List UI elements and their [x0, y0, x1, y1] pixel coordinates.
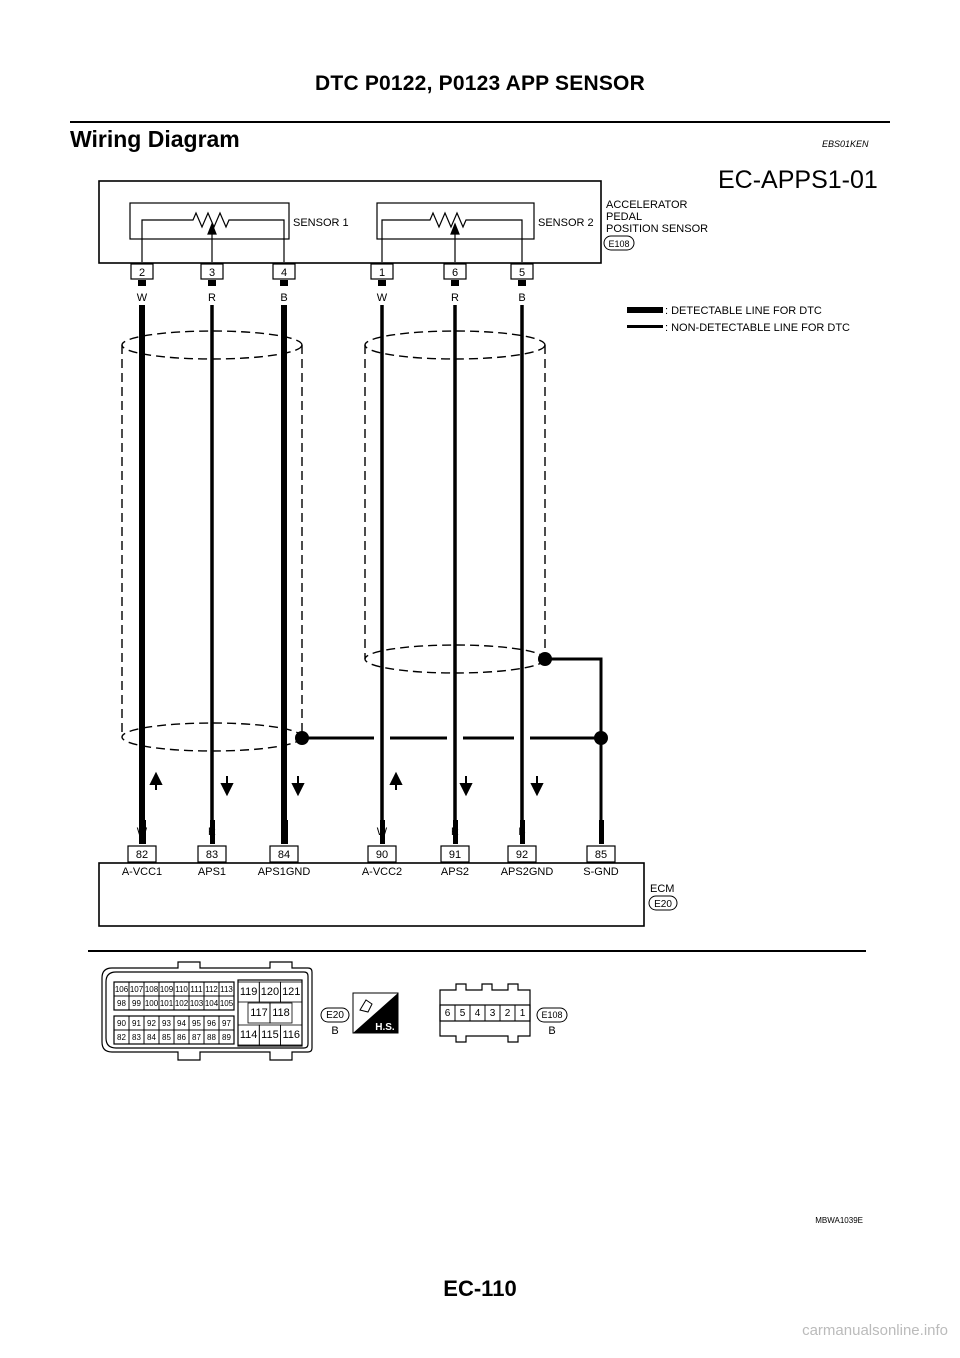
ecm-pin-4: 90 — [375, 849, 389, 861]
ecm-cavity-94: 94 — [177, 1019, 186, 1028]
component-name-line3: POSITION SENSOR — [606, 223, 709, 235]
ecm-cavity-118: 118 — [272, 1007, 290, 1019]
harness-side-icon — [353, 993, 398, 1033]
ecm-cavity-87: 87 — [192, 1033, 201, 1042]
ecm-cavity-91: 91 — [132, 1019, 141, 1028]
ecm-cavity-92: 92 — [147, 1019, 156, 1028]
ecm-cavity-117: 117 — [250, 1007, 268, 1019]
ecm-cavity-119: 119 — [239, 986, 258, 998]
ecm-terminal-7: S-GND — [583, 866, 619, 878]
ecm-cavity-103: 103 — [189, 999, 204, 1008]
sensor-cavity-3: 3 — [489, 1008, 496, 1019]
legend-nondetectable-swatch — [627, 325, 663, 328]
ecm-pin-6: 92 — [515, 849, 529, 861]
sensor-pin-3: 4 — [280, 267, 288, 279]
ecm-cavity-107: 107 — [129, 985, 144, 994]
ecm-pin-2: 83 — [205, 849, 219, 861]
component-name-line1: ACCELERATOR — [606, 199, 688, 211]
sensor2-label: SENSOR 2 — [538, 217, 594, 229]
top-wire-color-2: R — [208, 292, 216, 304]
ecm-cavity-90: 90 — [117, 1019, 126, 1028]
ecm-pin-5: 91 — [448, 849, 462, 861]
ecm-cavity-89: 89 — [222, 1033, 231, 1042]
sensor-cavity-2: 2 — [504, 1008, 511, 1019]
sensor-view-label: E108 — [541, 1010, 563, 1020]
sensor-cavity-5: 5 — [459, 1008, 466, 1019]
wires — [142, 305, 522, 820]
svg-text:H.S.: H.S. — [375, 1022, 395, 1033]
bottom-wire-color-3: B — [280, 826, 288, 838]
ecm-view-color: B — [331, 1025, 339, 1037]
ecm-cavity-106: 106 — [114, 985, 129, 994]
ecm-terminal-6: APS2GND — [500, 866, 554, 878]
ecm-connector-cells — [114, 982, 302, 1045]
ecm-cavity-115: 115 — [261, 1029, 279, 1041]
ecm-cavity-111: 111 — [190, 985, 203, 994]
sensor1-potentiometer — [142, 213, 284, 262]
ecm-cavity-108: 108 — [144, 985, 159, 994]
ecm-cavity-110: 110 — [175, 985, 188, 994]
page-header: DTC P0122, P0123 APP SENSOR — [315, 72, 645, 95]
ecm-cavity-121: 121 — [282, 986, 301, 998]
ecm-terminal-names — [122, 866, 619, 878]
ecm-cavity-99: 99 — [132, 999, 141, 1008]
ecm-pin-3: 84 — [277, 849, 291, 861]
ecm-cavity-100: 100 — [144, 999, 159, 1008]
top-wire-color-6: B — [518, 292, 526, 304]
bottom-wire-color-5: R — [451, 826, 459, 838]
section-title: Wiring Diagram — [70, 126, 240, 152]
sensor-pin-6: 5 — [518, 267, 526, 279]
ecm-cavity-112: 112 — [205, 985, 218, 994]
ecm-name: ECM — [650, 883, 675, 895]
diagram-id: EC-APPS1-01 — [718, 166, 878, 194]
sensor-pin-4: 1 — [378, 267, 386, 279]
legend-detectable-label: : DETECTABLE LINE FOR DTC — [665, 305, 822, 317]
ecm-cavity-116: 116 — [282, 1029, 301, 1041]
top-wire-color-4: W — [376, 292, 388, 304]
sensor-pins — [131, 264, 533, 279]
ecm-terminal-5: APS2 — [440, 866, 470, 878]
bottom-wire-color-6: B — [518, 826, 526, 838]
footer-site: carmanualsonline.info — [802, 1322, 948, 1339]
bottom-wire-color-2: R — [208, 826, 216, 838]
shield-drain — [302, 659, 601, 820]
ecm-connector-label: E20 — [654, 899, 672, 910]
shield-junction-3 — [594, 731, 608, 745]
ecm-terminal-2: APS1 — [197, 866, 227, 878]
ecm-cavity-95: 95 — [192, 1019, 201, 1028]
ecm-cavity-97: 97 — [222, 1019, 231, 1028]
ecm-cavity-84: 84 — [147, 1033, 156, 1042]
ecm-cavity-113: 113 — [220, 985, 233, 994]
ecm-cavity-114: 114 — [239, 1029, 258, 1041]
component-name-line2: PEDAL — [606, 211, 643, 223]
ecm-pin-1: 82 — [135, 849, 149, 861]
legend-nondetectable-label: : NON-DETECTABLE LINE FOR DTC — [665, 322, 850, 334]
ecm-pin-7: 85 — [594, 849, 608, 861]
top-wire-colors — [137, 292, 526, 304]
sensor-view-color: B — [548, 1025, 556, 1037]
sensor1-label: SENSOR 1 — [293, 217, 349, 229]
sensor-box — [99, 181, 601, 263]
ecm-terminal-4: A-VCC2 — [361, 866, 403, 878]
shield-junction-1 — [295, 731, 309, 745]
ecm-cavity-105: 105 — [219, 999, 234, 1008]
shield-junction-2 — [538, 652, 552, 666]
ecm-cavity-101: 101 — [159, 999, 174, 1008]
legend-detectable-swatch — [627, 307, 663, 313]
ecm-cavity-102: 102 — [174, 999, 189, 1008]
ecm-cavity-82: 82 — [117, 1033, 126, 1042]
component-connector-label: E108 — [608, 239, 630, 249]
sensor-connector-cells — [440, 1005, 530, 1021]
sensor-cavity-1: 1 — [519, 1008, 526, 1019]
sensor-pin-stubs — [138, 280, 526, 286]
top-wire-color-1: W — [136, 292, 148, 304]
ecm-view-label: E20 — [326, 1010, 344, 1021]
ecm-cavity-85: 85 — [162, 1033, 171, 1042]
ecm-cavity-120: 120 — [260, 986, 280, 998]
bottom-wire-colors — [137, 826, 526, 838]
ecm-cavity-104: 104 — [204, 999, 219, 1008]
sensor-pin-5: 6 — [451, 267, 459, 279]
top-wire-color-3: B — [280, 292, 288, 304]
figure-code: MBWA1039E — [815, 1216, 863, 1225]
ecm-cavity-98: 98 — [117, 999, 126, 1008]
bottom-wire-color-4: W — [376, 826, 388, 838]
ecm-terminal-1: A-VCC1 — [121, 866, 163, 878]
ecm-cavity-88: 88 — [207, 1033, 216, 1042]
bottom-wire-color-1: W — [136, 826, 148, 838]
page-number: EC-110 — [443, 1276, 517, 1301]
section-code: EBS01KEN — [822, 139, 869, 149]
sensor2-potentiometer — [382, 213, 522, 262]
signal-arrows — [151, 774, 542, 794]
sensor-pin-1: 2 — [138, 267, 146, 279]
ecm-cavity-86: 86 — [177, 1033, 186, 1042]
sensor-cavity-6: 6 — [444, 1008, 451, 1019]
sensor-pin-2: 3 — [208, 267, 216, 279]
ecm-cavity-109: 109 — [159, 985, 174, 994]
sensor-cavity-4: 4 — [474, 1008, 481, 1019]
ecm-cavity-83: 83 — [132, 1033, 141, 1042]
ecm-cavity-96: 96 — [207, 1019, 216, 1028]
ecm-cavity-93: 93 — [162, 1019, 171, 1028]
ecm-pins — [128, 846, 615, 862]
top-wire-color-5: R — [451, 292, 459, 304]
ecm-terminal-3: APS1GND — [257, 866, 311, 878]
